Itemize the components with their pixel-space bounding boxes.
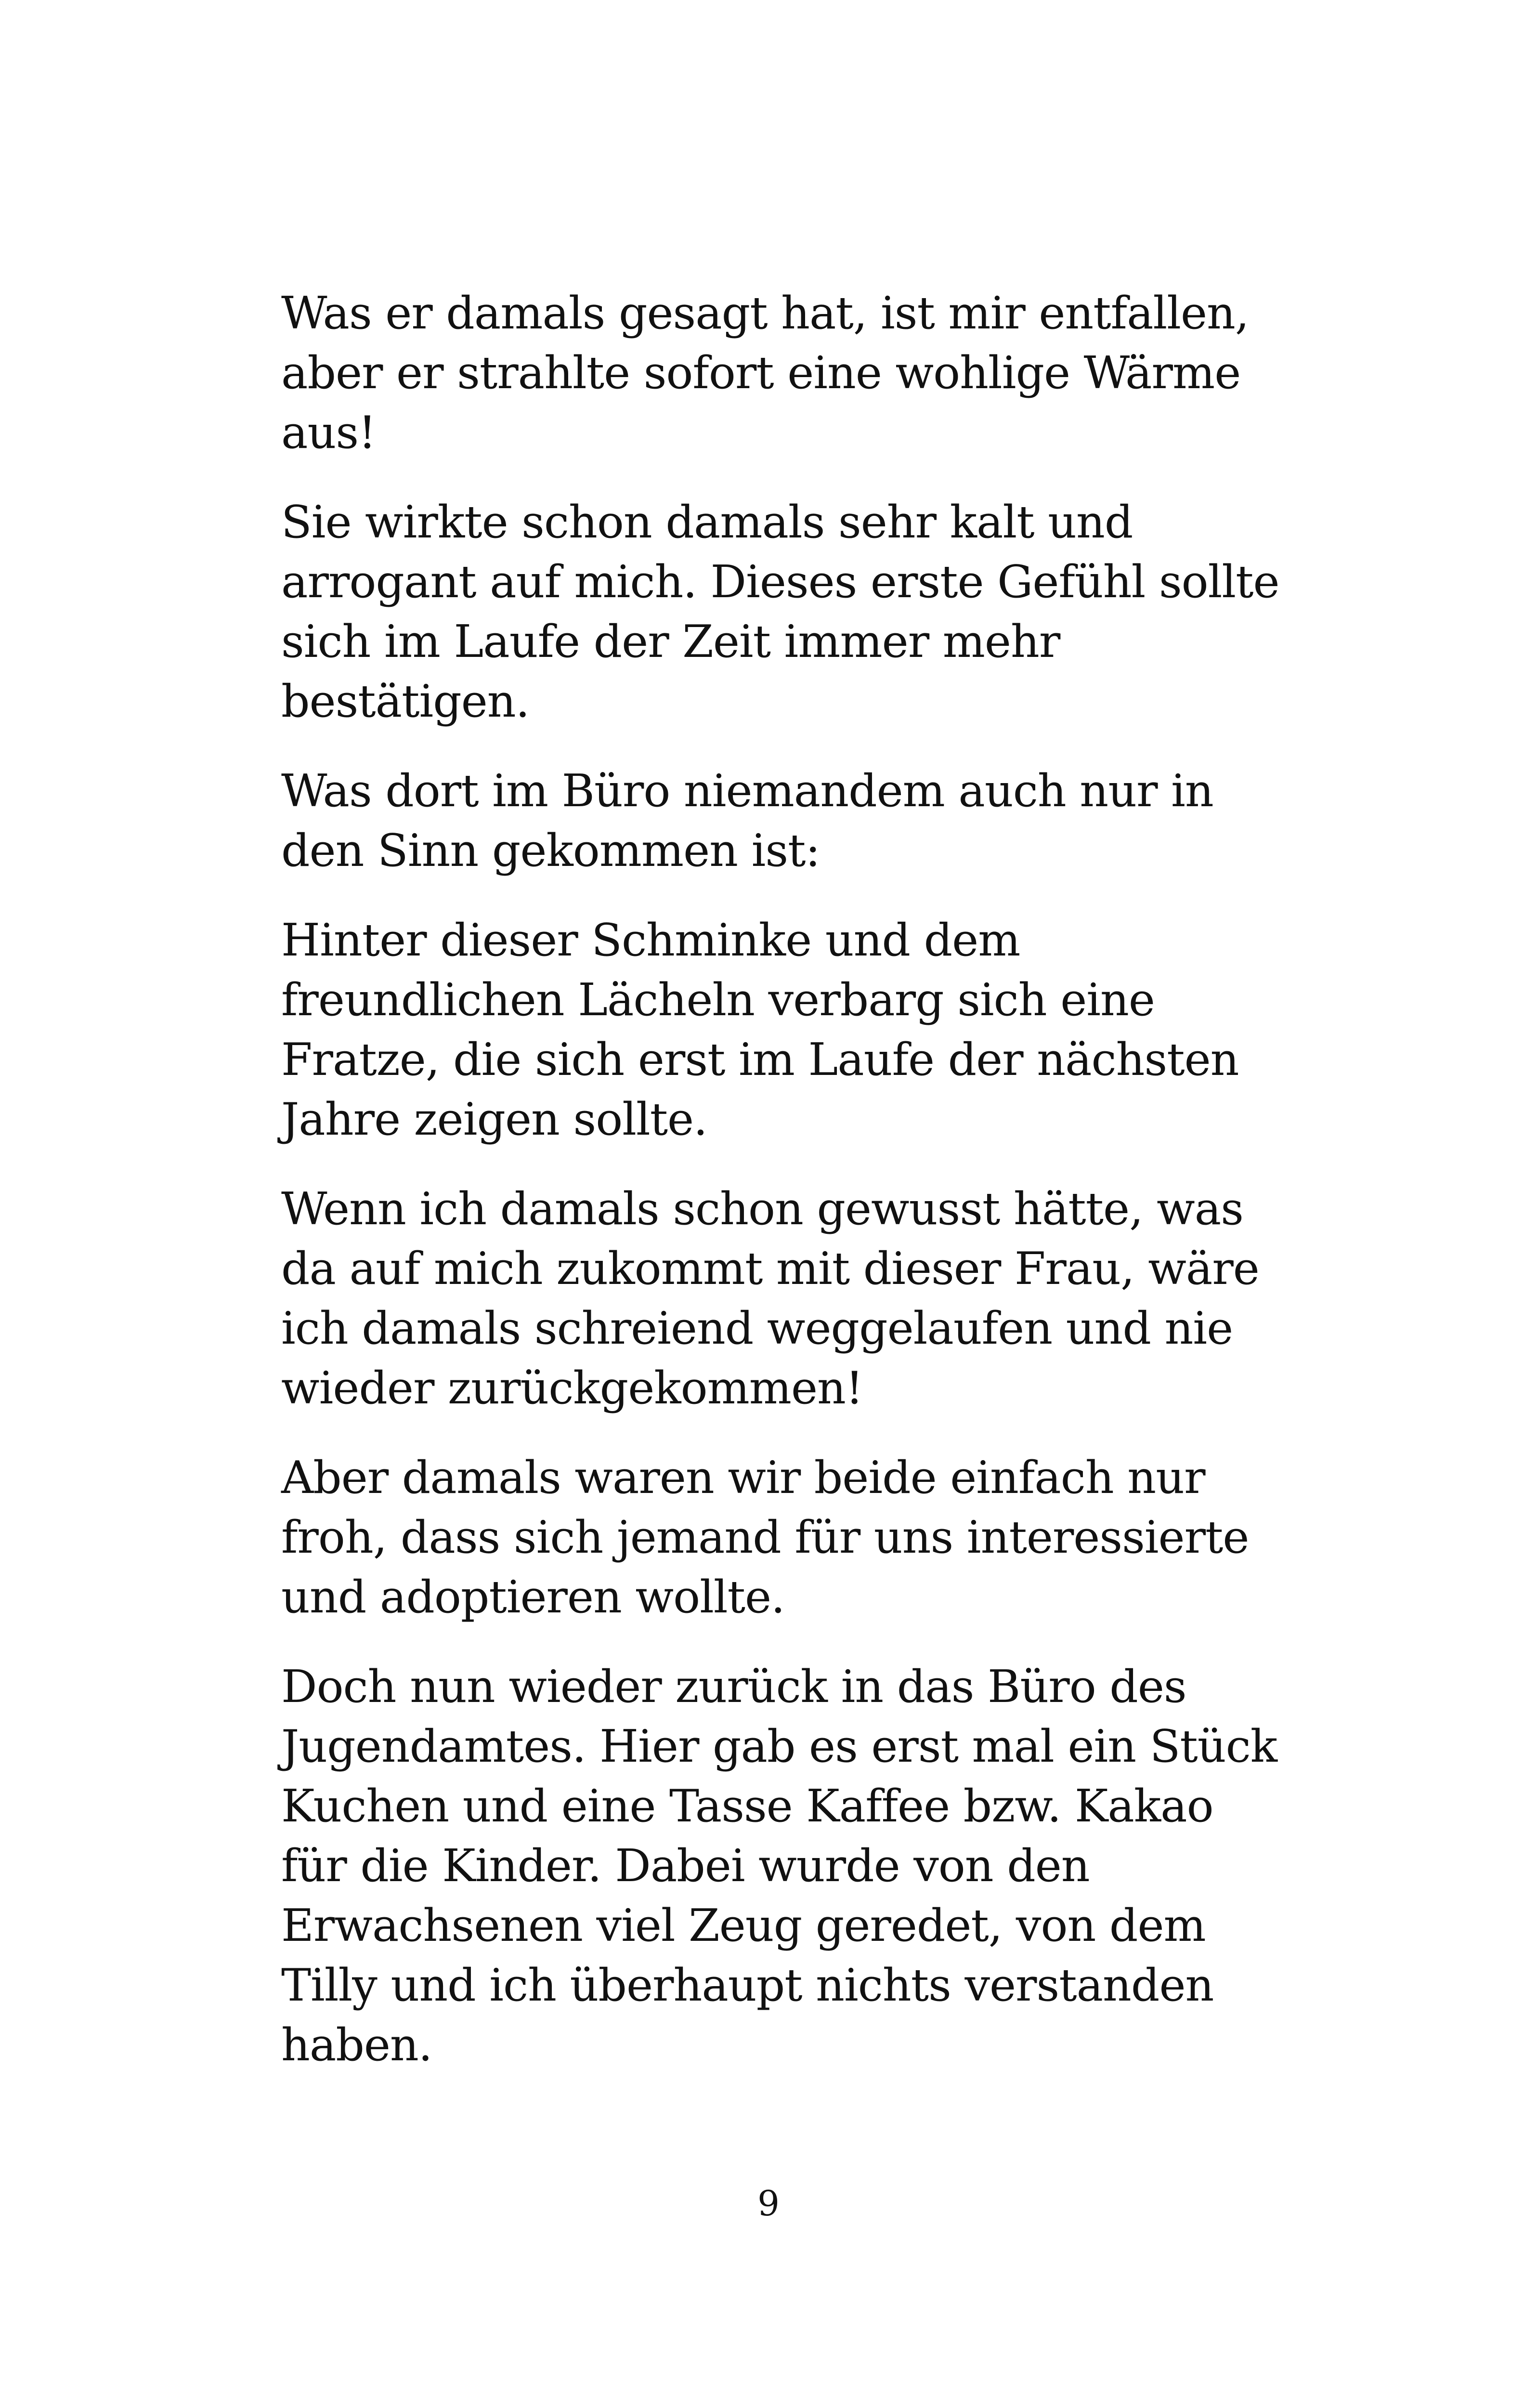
text-line: Was dort im Büro niemandem auch nur in	[281, 765, 1213, 817]
text-line: bestätigen.	[281, 675, 530, 727]
paragraph	[281, 1179, 1268, 1418]
text-line: da auf mich zukommt mit dieser Frau, wäre	[281, 1243, 1259, 1295]
text-line: Hinter dieser Schminke und dem	[281, 914, 1020, 966]
text-line: froh, dass sich jemand für uns interessierte	[281, 1511, 1249, 1563]
text-line: Jugendamtes. Hier gab es erst mal ein Stück	[281, 1720, 1277, 1772]
text-line: aber er strahlte sofort eine wohlige Wärme	[281, 347, 1241, 399]
text-line: Aber damals waren wir beide einfach nur	[281, 1452, 1205, 1504]
text-line: freundlichen Lächeln verbarg sich eine	[281, 974, 1155, 1026]
text-line: wieder zurückgekommen!	[281, 1362, 863, 1414]
text-line: Fratze, die sich erst im Laufe der nächsten	[281, 1034, 1239, 1086]
text-line: Erwachsenen viel Zeug geredet, von dem	[281, 1899, 1206, 1951]
body-text	[281, 283, 1279, 2105]
text-line: Sie wirkte schon damals sehr kalt und	[281, 496, 1133, 548]
text-line: aus!	[281, 406, 376, 458]
text-line: ich damals schreiend weggelaufen und nie	[281, 1302, 1233, 1354]
paragraph	[281, 283, 1268, 462]
text-line: Kuchen und eine Tasse Kaffee bzw. Kakao	[281, 1780, 1213, 1832]
text-line: haben.	[281, 2019, 432, 2071]
paragraph	[281, 910, 1268, 1149]
text-line: Doch nun wieder zurück in das Büro des	[281, 1661, 1186, 1713]
text-line: Wenn ich damals schon gewusst hätte, was	[281, 1183, 1243, 1235]
text-line: den Sinn gekommen ist:	[281, 824, 820, 877]
text-line: Was er damals gesagt hat, ist mir entfallen,	[281, 287, 1249, 339]
paragraph	[281, 1448, 1268, 1627]
paragraph	[281, 492, 1279, 731]
text-line: sich im Laufe der Zeit immer mehr	[281, 615, 1060, 667]
text-line: arrogant auf mich. Dieses erste Gefühl sollte	[281, 556, 1279, 608]
text-line: Tilly und ich überhaupt nichts verstanden	[281, 1959, 1214, 2011]
text-line: Jahre zeigen sollte.	[281, 1093, 707, 1145]
page-number: 9	[757, 2183, 780, 2224]
text-line: und adoptieren wollte.	[281, 1571, 785, 1623]
paragraph	[281, 1657, 1277, 2075]
text-line: für die Kinder. Dabei wurde von den	[281, 1840, 1090, 1892]
paragraph	[281, 761, 1268, 880]
